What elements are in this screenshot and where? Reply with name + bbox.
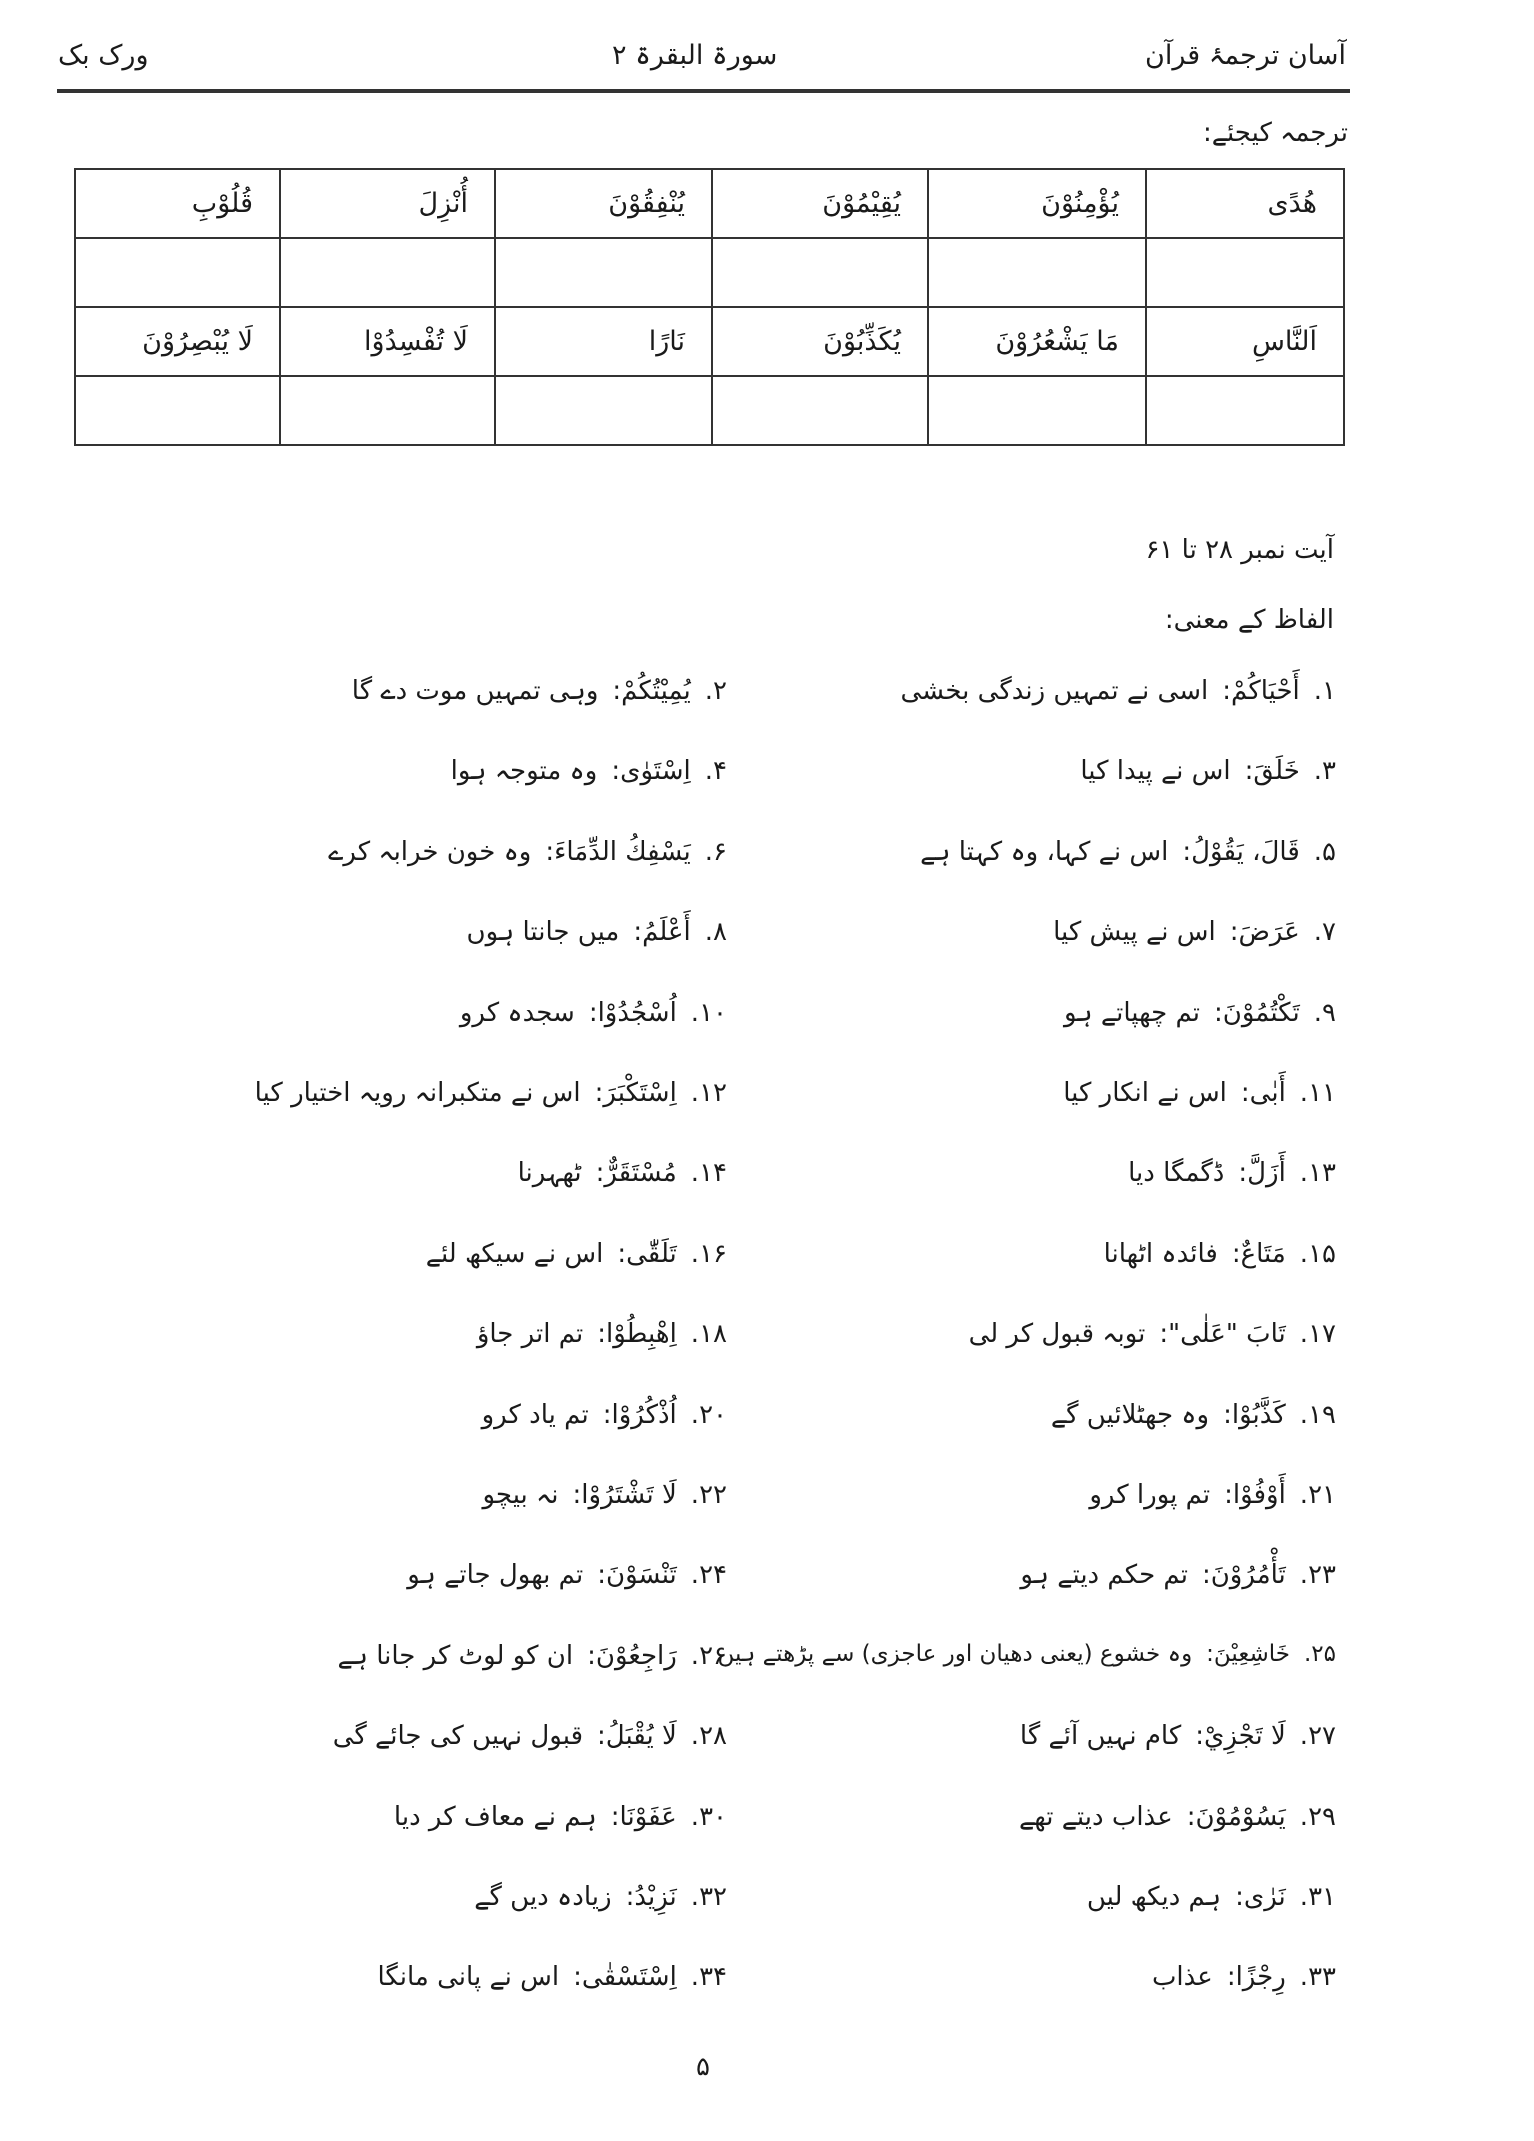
glossary-num: ۵. [1313,836,1336,867]
glossary-term: اِسْتَوٰى: [611,756,691,787]
word-cell: اَلنَّاسِ [1146,307,1344,376]
glossary-term: أَعْلَمُ: [633,917,691,948]
glossary-meaning: ڈگمگا دیا [1128,1158,1225,1189]
glossary-meaning: تم یاد کرو [481,1399,589,1430]
glossary-meaning: اس نے کہا، وہ کہتا ہے [920,836,1169,867]
glossary-item [474,1882,727,1912]
glossary-item [1051,1400,1336,1430]
glossary-term: اِسْتَكْبَرَ: [594,1078,677,1108]
glossary-term: قَالَ، يَقُوْلُ: [1182,836,1300,867]
glossary-item [717,1641,1336,1667]
glossary-item [460,998,727,1028]
glossary-item [920,837,1336,867]
word-row [75,169,1344,238]
header-rule [57,89,1350,93]
word-row [75,307,1344,376]
glossary-term: نَرٰى: [1235,1882,1286,1912]
word-cell: يُنْفِقُوْنَ [495,169,712,238]
glossary-term: لَا تَشْتَرُوْا: [572,1480,677,1510]
glossary-title: الفاظ کے معنی: [1164,605,1334,635]
word-cell: نَارًا [495,307,712,376]
word-cell: قُلُوْبِ [75,169,280,238]
word-cell: أُنْزِلَ [280,169,495,238]
glossary-num: ۷. [1313,917,1336,948]
glossary-meaning: تم اتر جاؤ [476,1319,584,1350]
glossary-term: رِجْزًا: [1226,1962,1286,1993]
glossary-meaning: ہم دیکھ لیں [1086,1882,1222,1912]
glossary-num: ۱۶. [690,1238,727,1269]
word-cell: مَا يَشْعُرُوْنَ [928,307,1146,376]
glossary-item [1104,1239,1336,1269]
glossary-num: ۲۲. [690,1480,727,1510]
glossary-num: ۲۵. [1303,1640,1336,1667]
glossary-item [901,676,1336,706]
glossary-meaning: اس نے پانی مانگا [377,1962,560,1993]
word-cell: يُقِيْمُوْنَ [712,169,928,238]
glossary-term: تَكْتُمُوْنَ: [1214,997,1300,1028]
glossary-meaning: نہ بیچو [482,1480,559,1510]
glossary-term: عَرَضَ: [1229,917,1300,948]
glossary-item [1019,1802,1336,1832]
glossary-num: ۱۹. [1299,1399,1336,1430]
glossary-term: اِهْبِطُوْا: [597,1319,677,1350]
glossary-num: ۳. [1313,756,1336,787]
glossary-meaning: ٹھہرنا [517,1158,582,1189]
glossary-item [482,1400,727,1430]
glossary-num: ۲. [704,676,727,706]
book-title: آسان ترجمۂ قرآن [1144,40,1346,71]
glossary-num: ۳۲. [690,1882,727,1912]
glossary-term: يَسُوْمُوْنَ: [1186,1801,1286,1832]
glossary-term: يُمِيْتُكُمْ: [612,676,691,706]
glossary-term: اِسْتَسْقٰى: [573,1962,677,1993]
glossary-meaning: توبہ قبول کر لی [968,1319,1146,1350]
glossary-num: ۶. [704,836,727,867]
glossary-item [1087,1882,1336,1912]
answer-cell[interactable] [280,376,495,445]
glossary-term: عَفَوْنَا: [610,1801,677,1832]
glossary-item [477,1319,727,1349]
glossary-meaning: وہ خشوع (یعنی دھیان اور عاجزی) سے پڑھتے ہیں [717,1640,1193,1667]
glossary-meaning: قبول نہیں کی جائے گی [332,1721,584,1752]
glossary-num: ۲۱. [1299,1480,1336,1510]
glossary-term: اُذْكُرُوْا: [602,1399,677,1430]
glossary-term: تَأْمُرُوْنَ: [1201,1560,1286,1591]
answer-cell[interactable] [928,238,1146,307]
glossary-meaning: تم بھول جاتے ہو [407,1560,584,1591]
glossary-num: ۱۸. [690,1319,727,1350]
answer-cell[interactable] [495,376,712,445]
glossary-num: ۴. [704,756,727,787]
glossary-meaning: اسی نے تمہیں زندگی بخشی [900,676,1209,706]
answer-cell[interactable] [495,238,712,307]
glossary-num: ۲۹. [1299,1801,1336,1832]
glossary-term: أَحْيَاكُمْ: [1222,676,1300,706]
glossary-item [426,1239,727,1269]
translation-table [74,168,1345,446]
surah-title: سورۃ البقرۃ ۲ [612,40,778,71]
glossary-item [1089,1480,1336,1510]
glossary-item [1128,1158,1336,1188]
glossary-item [377,1962,727,1992]
answer-row [75,376,1344,445]
glossary-item [1080,756,1336,786]
glossary-num: ۹. [1313,997,1336,1028]
glossary-meaning: اس نے پیدا کیا [1080,756,1231,787]
glossary-item [352,676,727,706]
glossary-meaning: وہ جھٹلائیں گے [1050,1399,1210,1430]
glossary-meaning: کام نہیں آئے گا [1019,1721,1182,1752]
glossary-meaning: وہی تمہیں موت دے گا [351,676,599,706]
glossary-item [518,1158,727,1188]
answer-cell[interactable] [75,376,280,445]
glossary-item [337,1641,727,1671]
section-title: آیت نمبر ۲۸ تا ۶۱ [1145,535,1334,565]
glossary-term: مَتَاعٌ: [1231,1238,1286,1269]
glossary-term: مُسْتَقَرٌّ: [595,1158,677,1189]
translate-instruction: ترجمہ کیجئے: [1202,118,1348,148]
glossary-item [1020,1560,1336,1590]
word-cell: يُؤْمِنُوْنَ [928,169,1146,238]
glossary-num: ۲۰. [690,1399,727,1430]
glossary-item [394,1802,727,1832]
glossary-meaning: اس نے انکار کیا [1063,1078,1227,1108]
glossary-term: أَزَلَّ: [1238,1158,1286,1189]
glossary-meaning: تم پورا کرو [1089,1480,1211,1510]
glossary-meaning: اس نے سیکھ لئے [425,1238,604,1269]
glossary-term: رَاجِعُوْنَ: [587,1640,677,1671]
glossary-num: ۱۴. [690,1158,727,1189]
glossary-num: ۳۰. [690,1801,727,1832]
answer-cell[interactable] [1146,238,1344,307]
glossary-num: ۱۲. [690,1078,727,1108]
glossary-meaning: سجدہ کرو [459,997,575,1028]
glossary-item [407,1560,727,1590]
glossary-item [1064,998,1336,1028]
glossary-term: تَابَ "عَلٰى": [1159,1319,1286,1350]
glossary-meaning: تم چھپاتے ہو [1063,997,1200,1028]
glossary-meaning: وہ متوجہ ہوا [450,756,598,787]
word-cell: لَا تُفْسِدُوْا [280,307,495,376]
glossary-num: ۳۴. [690,1962,727,1993]
answer-cell[interactable] [75,238,280,307]
glossary-meaning: تم حکم دیتے ہو [1020,1560,1188,1591]
glossary-meaning: ہم نے معاف کر دیا [393,1801,597,1832]
glossary-term: خَلَقَ: [1244,756,1300,787]
glossary-term: تَنْسَوْنَ: [597,1560,677,1591]
glossary-item [333,1721,727,1751]
glossary-term: نَزِيْدُ: [625,1882,677,1912]
glossary-meaning: عذاب دیتے تھے [1018,1801,1173,1832]
glossary-item [466,917,727,947]
word-cell: يُكَذِّبُوْنَ [712,307,928,376]
answer-cell[interactable] [1146,376,1344,445]
glossary-term: تَلَقّٰى: [617,1238,677,1269]
glossary-num: ۳۱. [1299,1882,1336,1912]
glossary-num: ۱۳. [1299,1158,1336,1189]
answer-cell[interactable] [928,376,1146,445]
glossary-term: أَوْفُوْا: [1224,1480,1286,1510]
glossary-num: ۲۶. [690,1640,727,1671]
glossary-meaning: عذاب [1151,1962,1213,1993]
answer-cell[interactable] [280,238,495,307]
glossary-num: ۱۷. [1299,1319,1336,1350]
glossary-meaning: اس نے متکبرانہ رویہ اختیار کیا [254,1078,581,1108]
answer-cell[interactable] [712,238,928,307]
workbook-label: ورک بک [58,40,149,71]
glossary-item [1053,917,1336,947]
glossary-num: ۲۳. [1299,1560,1336,1591]
glossary-item [1063,1078,1336,1108]
word-cell: هُدًى [1146,169,1344,238]
glossary-item [255,1078,727,1108]
glossary-num: ۱. [1313,676,1336,706]
glossary-item [969,1319,1336,1349]
glossary-meaning: اس نے پیش کیا [1053,917,1216,948]
page-number: ۵ [696,2052,710,2082]
glossary-meaning: ان کو لوٹ کر جانا ہے [337,1640,574,1671]
glossary-meaning: زیادہ دیں گے [474,1882,612,1912]
word-cell: لَا يُبْصِرُوْنَ [75,307,280,376]
glossary-num: ۱۰. [690,997,727,1028]
glossary-term: يَسْفِكُ الدِّمَاءَ: [545,836,691,867]
glossary-num: ۱۱. [1299,1078,1336,1108]
glossary-item [328,837,727,867]
glossary-meaning: وہ خون خرابہ کرے [328,836,532,867]
glossary-num: ۲۷. [1299,1721,1336,1752]
glossary-num: ۱۵. [1299,1238,1336,1269]
glossary-item [451,756,727,786]
glossary-num: ۸. [704,917,727,948]
glossary-term: اُسْجُدُوْا: [588,997,677,1028]
glossary-term: كَذَّبُوْا: [1223,1399,1286,1430]
glossary-item [482,1480,727,1510]
glossary-num: ۲۸. [690,1721,727,1752]
glossary-term: لَا يُقْبَلُ: [597,1721,677,1752]
glossary-meaning: میں جانتا ہوں [466,917,620,948]
glossary-num: ۲۴. [690,1560,727,1591]
glossary-item [1152,1962,1336,1992]
answer-row [75,238,1344,307]
glossary-num: ۳۳. [1299,1962,1336,1993]
glossary-meaning: فائدہ اٹھانا [1103,1238,1218,1269]
glossary-item [1020,1721,1336,1751]
glossary-term: أَبٰى: [1240,1078,1286,1108]
glossary-term: لَا تَجْزِيْ: [1195,1721,1286,1752]
answer-cell[interactable] [712,376,928,445]
glossary-term: خَاشِعِيْنَ: [1206,1640,1290,1667]
